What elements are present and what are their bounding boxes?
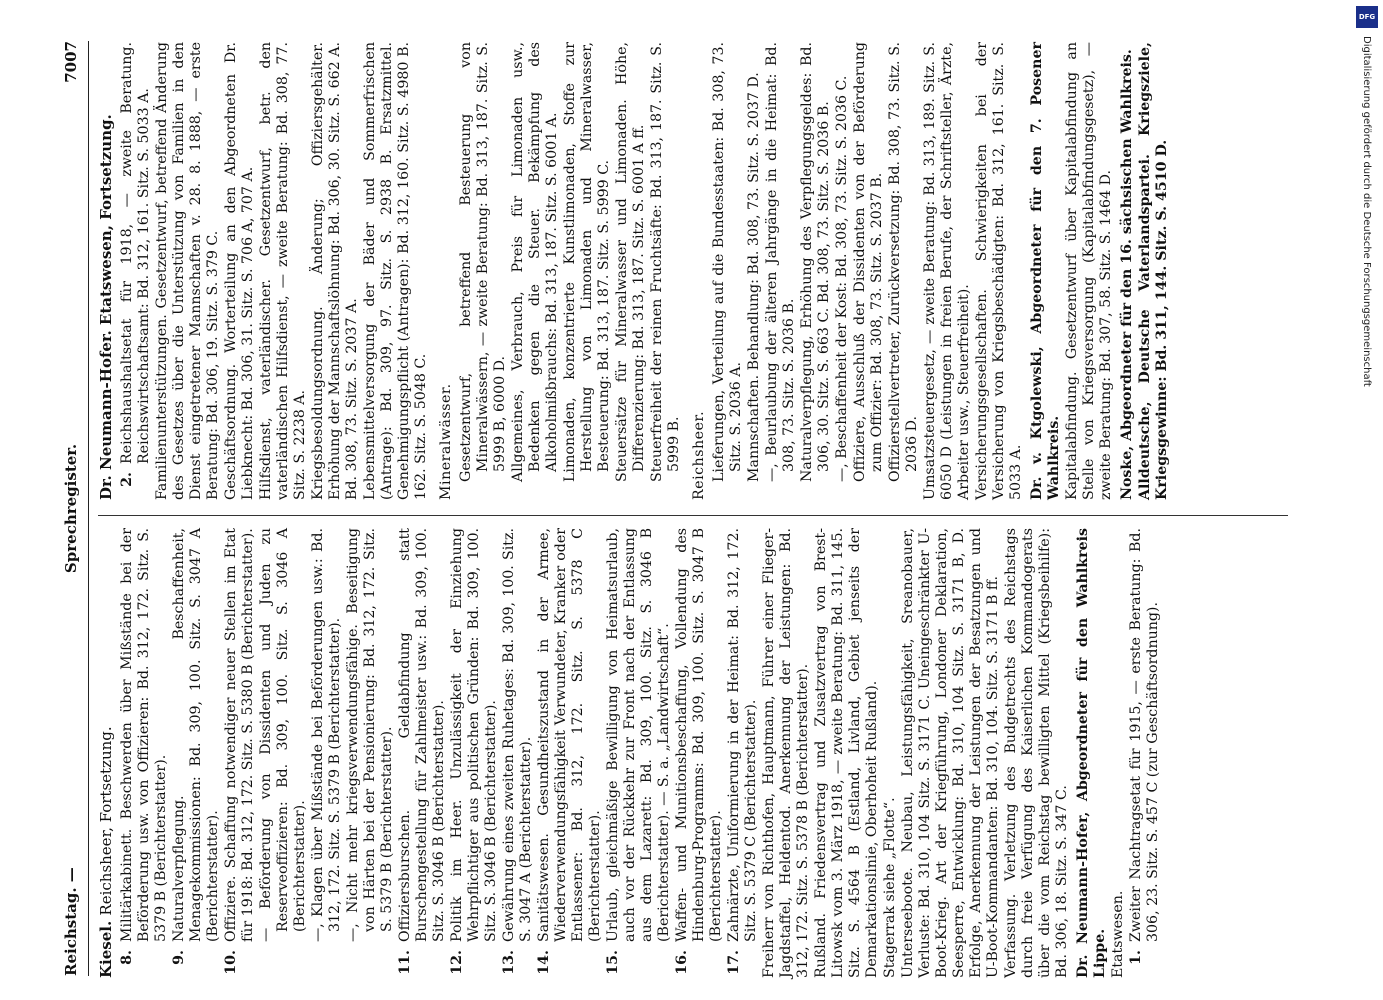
- list-item: 13. Gewährung eines zweiten Ruhetages: Bd. 309, 100. Sitz. S. 3047 A (Berichterstatter).: [501, 528, 534, 975]
- list-item: 1. Zweiter Nachtragsetat für 1915, — erste Beratung: Bd. 306, 23. Sitz. S. 457 C (zur Geschäftsordnung).: [1128, 528, 1161, 965]
- index-paragraph: Freiherr von Richthofen, Hauptmann, Führer einer Flieger-Jagdstaffel, Heldentod. Anerkennung der Leistungen: Bd. 312, 172. Sitz. S. 5378 B (Berichterstatter).: [761, 528, 811, 978]
- header-center: Sprechregister.: [62, 443, 80, 574]
- right-column: [98, 42, 1298, 500]
- left-column: [98, 528, 1298, 978]
- sub-item: —, Klagen über Mißstände bei Beförderungen usw.: Bd. 312, 172. Sitz. S. 5379 B (Berichterstatter).: [310, 528, 343, 942]
- sub-item: Steuersätze für Mineralwasser und Limonaden. Höhe, Differenzierung: Bd. 313, 187. Sitz. S. 6001 A ff.: [614, 42, 647, 482]
- left-section-heading: Kiesel. Reichsheer, Fortsetzung.: [97, 726, 115, 978]
- sub-item: —, Beurlaubung der älteren Jahrgänge in die Heimat: Bd. 308, 73. Sitz. S. 2036 B.: [764, 42, 797, 482]
- index-paragraph: Geschäftsordnung. Worterteilung an den Abgeordneten Dr. Liebknecht: Bd. 306, 31. Sitz. S. 706 A, 707 A.: [223, 42, 256, 500]
- sub-item: Offiziere, Ausschluß der Dissidenten von der Beförderung zum Offizier: Bd. 308, 73. Sitz. S. 2037 B.: [852, 42, 885, 482]
- sub-item: —, Nicht mehr kriegsverwendungsfähige. Beseitigung von Härten bei der Pensionierung: Bd. 312, 172. Sitz. S. 5379 B (Berichterstatter).: [345, 528, 395, 942]
- sub-item: Lieferungen, Verteilung auf die Bundesstaaten: Bd. 308, 73. Sitz. S. 2036 A.: [711, 42, 744, 482]
- header-rule: [88, 41, 89, 976]
- index-paragraph: Versicherungsgesellschaften. Schwierigkeiten bei der Versicherung von Kriegsbeschädigten: Bd. 312, 161. Sitz. S. 5033 A.: [974, 42, 1024, 500]
- list-item: 10. Offiziere. Schaffung notwendiger neuer Stellen im Etat für 1918: Bd. 312, 172. Sitz. S. 5380 B (Berichterstatter).: [223, 528, 256, 975]
- sub-item: Naturalverpflegung, Erhöhung des Verpflegungsgeldes: Bd. 306, 30. Sitz. S. 663 C. Bd. 308, 73. Sitz. S. 2036 B.: [799, 42, 832, 482]
- list-item: 12. Politik im Heer. Unzulässigkeit der Einziehung Wehrpflichtiger aus politischen Gründen: Bd. 309, 100. Sitz. S. 3046 B (Berichterstatter).: [449, 528, 499, 975]
- page-number: 7007: [62, 41, 80, 83]
- sub-item: Gesetzentwurf, betreffend Besteuerung von Mineralwässern, — zweite Beratung: Bd. 313, 187. Sitz. S. 5999 B, 6000 D.: [458, 42, 508, 482]
- column-divider: [98, 515, 1288, 516]
- sub-item: Mannschaften. Behandlung: Bd. 308, 73. Sitz. S. 2037 D.: [746, 72, 762, 482]
- header-left: Reichstag. —: [62, 867, 80, 976]
- index-paragraph: Stagerrak siehe „Flotte“.: [882, 797, 898, 978]
- sub-item: Allgemeines, Verbrauch, Preis für Limonaden usw., Bedenken gegen die Steuer. Bekämpfung des Alkoholmißbrauchs: Bd. 313, 187. Sitz. S. 6001 A.: [510, 42, 560, 482]
- index-paragraph: Kriegsbesoldungsordnung. Änderung; Offiziersgehälter. Erhöhung der Mannschaftslöhnung: Bd. 306, 30. Sitz. S. 662 A. Bd. 308, 73. Sitz. S. 2037 A.: [310, 42, 360, 500]
- sub-item: Offizierstellvertreter, Zurückversetzung: Bd. 308, 73. Sitz. S. 2036 D.: [887, 42, 920, 482]
- index-paragraph: Familienunterstützungen. Gesetzentwurf, betreffend Änderung des Gesetzes über die Unterstützung von Familien in den Dienst eingetretener Mannschaften v. 28. 8. 1888, — erste Beratung: Bd. 306, 19. Sitz. S. 379 C.: [154, 42, 221, 500]
- list-item: 15. Urlaub, gleichmäßige Bewilligung von Heimatsurlaub, auch vor der Rückkehr zur Front nach der Entlassung aus dem Lazarett: Bd. 309, 100. Sitz. S. 3046 B (Berichterstatter). — S. a. „Landwirtschaft“.: [605, 528, 672, 975]
- speaker-heading: Dr. v. Ktgolewski, Abgeordneter für den 7. Posener Wahlkreis.: [1029, 42, 1062, 500]
- sub-item: Limonaden, konzentrierte Kunstlimonaden, Stoffe zur Herstellung von Limonaden und Mineralwasser, Besteuerung: Bd. 313, 187. Sitz. S. 5999 C.: [562, 42, 612, 482]
- speaker-name: Kiesel: [97, 926, 115, 978]
- dfg-credit-text: Digitalisierung gefördert durch die Deutsche Forschungsgemeinschaft: [1361, 36, 1372, 387]
- section-subheading: Mineralwässer.: [438, 383, 454, 500]
- index-paragraph: Hilfsdienst, vaterländischer. Gesetzentwurf, betr. den vaterländischen Hilfsdienst, — zweite Beratung: Bd. 308, 77. Sitz. S. 2238 A.: [258, 42, 308, 500]
- sub-item: Steuerfreiheit der reinen Fruchtsäfte: Bd. 313, 187. Sitz. S. 5999 B.: [649, 42, 682, 482]
- index-paragraph: Alldeutsche, Deutsche Vaterlandspartei. Kriegsziele, Kriegsgewinne: Bd. 311, 144. Sitz. S. 4510 D.: [1137, 42, 1170, 500]
- speaker-heading: Noske, Abgeordneter für den 16. sächsischen Wahlkreis.: [1119, 49, 1135, 500]
- index-paragraph: Umsatzsteuergesetz, — zweite Beratung: Bd. 313, 189. Sitz. S. 6050 D (Leistungen in freien Berufe, der Schriftsteller, Ärzte, Arbeiter usw., Steuerfreiheit).: [922, 42, 972, 500]
- index-paragraph: Verfassung. Verletzung des Budgetrechts des Reichstags durch freie Verfügung des Kaiserlichen Kommandogerats über die vom Reichstag bewilligten Mittel (Kriegsbeihilfe): Bd. 306, 18. Sitz. S. 347 C.: [1003, 528, 1070, 978]
- dfg-logo: DFG: [1356, 6, 1378, 28]
- index-paragraph: Rußland. Friedensvertrag und Zusatzvertrag von Brest-Litowsk vom 3. März 1918, — zweite Beratung: Bd. 311, 145. Sitz. S. 4564 B (Estland, Livland, Gebiet jenseits der Demarkationslinie, Oberhoheit Rußland).: [813, 528, 880, 978]
- list-item: 14. Sanitätswesen. Gesundheitszustand in der Armee, Wiederverwendungsfähigkeit Verwundeter, Kranker oder Entlassener: Bd. 312, 172. Sitz. S. 5378 C (Berichterstatter).: [536, 528, 603, 975]
- dfg-credit-strip: [1356, 6, 1378, 966]
- right-section-heading: Dr. Neumann-Hofer. Etatswesen, Fortsetzung.: [97, 114, 115, 500]
- section-subheading: Etatswesen.: [1110, 890, 1126, 978]
- index-paragraph: Lebensmittelversorgung der Bäder und Sommerfrischen (Antrage): Bd. 309, 97. Sitz. S. 2938 B. Ersatzmittel. Genehmigungspflicht (Antragen): Bd. 312, 160. Sitz. S. 4980 B. 162. Sitz. S. 5048 C.: [362, 42, 429, 500]
- section-topic: Reichsheer, Fortsetzung.: [97, 726, 115, 916]
- sub-item: — Beförderung von Dissidenten und Juden zu Reserveoffizieren: Bd. 309, 100. Sitz. S. 3046 A (Berichterstatter).: [258, 528, 308, 942]
- sub-item: —, Beschaffenheit der Kost: Bd. 308, 73. Sitz. S. 2036 C.: [834, 75, 850, 482]
- index-paragraph: Kapitalabfindung. Gesetzentwurf über Kapitalabfindung an Stelle von Kriegsversorgung (Kapitalabfindungsgesetz), — zweite Beratung: Bd. 307, 58. Sitz. S. 1464 D.: [1064, 42, 1114, 500]
- list-item: 8. Militärkabinett. Beschwerden über Mißstände bei der Beförderung usw. von Offizieren: Bd. 312, 172. Sitz. S. 5379 B (Berichterstatter).: [119, 528, 169, 965]
- speaker-heading: Dr. Neumann-Hofer, Abgeordneter für den Wahlkreis Lippe.: [1075, 528, 1108, 978]
- list-item: 17. Zahnärzte, Uniformierung in der Heimat: Bd. 312, 172. Sitz. S. 5379 C (Berichterstatter).: [726, 528, 759, 975]
- list-item: 9. Naturalverpflegung. Beschaffenheit, Menagekommissionen: Bd. 309, 100. Sitz. S. 3047 A (Berichterstatter).: [171, 528, 221, 965]
- list-item: 16. Waffen- und Munitionsbeschaffung, Vollendung des Hindenburg-Programms: Bd. 309, 100. Sitz. S. 3047 B (Berichterstatter).: [674, 528, 724, 975]
- list-item: 2. Reichshaushaltsetat für 1918, — zweite Beratung. Reichswirtschaftsamt: Bd. 312, 161. Sitz. S. 5033 A.: [119, 42, 152, 487]
- index-paragraph: Unterseeboote. Neubau, Leistungsfähigkeit, Sreanobauer, Verluste: Bd. 310, 104 Sitz. S. 3171 C. Uneingeschränkter U-Boot-Krieg. Art der Kriegführung, Londoner Deklaration, Seesperre, Entwicklung: Bd. 310, 104 Sitz. S. 3171 B, D. Erfolge, Anerkennung der Leistungen der Besatzungen und U-Boot-Kommandanten: Bd. 310, 104. Sitz. S. 3171 B ff.: [900, 528, 1001, 978]
- list-item: 11. Offiziersburschen. Geldabfindung statt Burschengestellung für Zahlmeister usw.: Bd. 309, 100. Sitz. S. 3046 B (Berichterstatter).: [397, 528, 447, 975]
- section-subheading: Reichsheer.: [691, 410, 707, 500]
